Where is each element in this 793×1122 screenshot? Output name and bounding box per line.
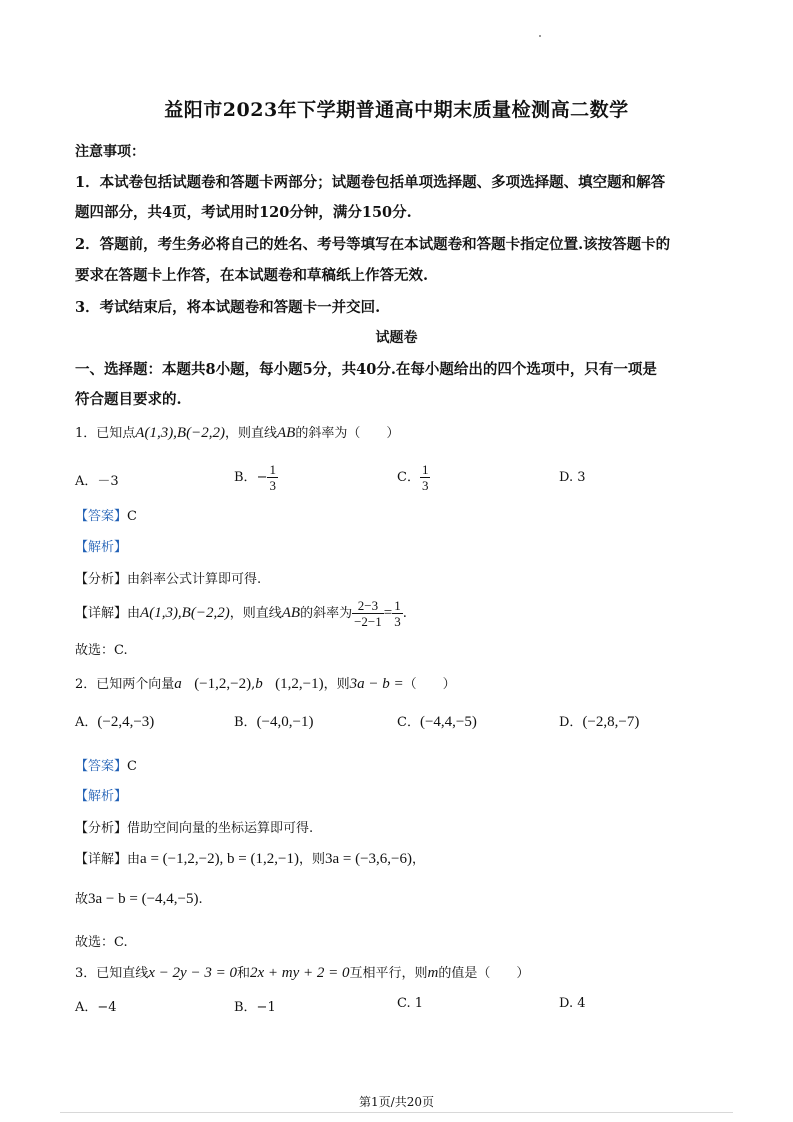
q1-option-d: D. 3	[559, 470, 586, 485]
part-1-instructions-line-1: 一、选择题：本题共8小题，每小题5分，共40分.在每小题给出的四个选项中，只有一项是	[75, 361, 657, 378]
question-3-stem: 3．已知直线x − 2y − 3 = 0和2x + my + 2 = 0互相平行，则m的值是（ ）	[75, 965, 530, 981]
q1-fenxi: 【分析】由斜率公式计算即可得.	[75, 572, 262, 587]
q2-option-b: B．(−4,0,−1)	[234, 714, 314, 730]
notice-item-3: 3．考试结束后，将本试题卷和答题卡一并交回.	[75, 299, 381, 316]
q1-choose: 故选：C.	[75, 643, 128, 658]
q1-option-b-fraction: $\frac{1}{3}$	[269, 462, 276, 493]
part-1-instructions-line-2: 符合题目要求的.	[75, 391, 182, 408]
q1-option-c: C． $\frac{1}{3}$	[397, 462, 429, 493]
notice-item-1-line-1: 1．本试卷包括试题卷和答题卡两部分；试题卷包括单项选择题、多项选择题、填空题和解答	[75, 174, 666, 191]
q1-option-a: A．－3	[75, 474, 119, 489]
q2-conclusion: 故3a − b = (−4,4,−5).	[75, 891, 203, 907]
q1-option-c-fraction: $\frac{1}{3}$	[421, 462, 429, 493]
scan-dot	[539, 35, 541, 37]
notice-item-2-line-1: 2．答题前，考生务必将自己的姓名、考号等填写在本试题卷和答题卡指定位置.该按答题卡的	[75, 236, 671, 253]
q3-option-d: D. 4	[559, 996, 586, 1011]
q2-option-a: A．(−2,4,−3)	[75, 714, 155, 730]
q2-option-d: D．(−2,8,−7)	[559, 714, 640, 730]
q2-choose: 故选：C.	[75, 935, 128, 950]
q3-option-c: C. 1	[397, 996, 424, 1011]
q1-answer: 【答案】C	[75, 509, 137, 524]
q2-analysis-label: 【解析】	[75, 789, 128, 804]
q3-option-a: A．−4	[75, 1000, 117, 1015]
section-title: 试题卷	[375, 330, 418, 346]
q1-option-b: B．− $\frac{1}{3}$	[234, 462, 276, 493]
q2-option-c: C．(−4,4,−5)	[397, 714, 477, 730]
q1-slope-fraction: $\frac{2-3}{-2-1}$	[354, 598, 382, 629]
q1-detail: 【详解】由A(1,3),B(−2,2)，则直线AB的斜率为 $\frac{2-3}{-2-1}$ = $\frac{1}{3}$ .	[75, 598, 407, 629]
notice-heading: 注意事项：	[75, 144, 145, 160]
question-1-stem: 1．已知点A(1,3),B(−2,2)，则直线AB的斜率为（ ）	[75, 425, 400, 441]
q3-option-b: B．−1	[234, 1000, 276, 1015]
question-2-stem: 2．已知两个向量a (−1,2,−2),b (1,2,−1)，则3a − b =（ ）	[75, 676, 456, 692]
q2-detail: 【详解】由a = (−1,2,−2), b = (1,2,−1)，则3a = (−3,6,−6)，	[75, 851, 426, 867]
page-title: 益阳市2023年下学期普通高中期末质量检测高二数学	[164, 99, 629, 121]
q2-answer: 【答案】C	[75, 759, 137, 774]
notice-item-1-line-2: 题四部分，共4页，考试用时120分钟，满分150分.	[75, 204, 412, 221]
q1-result-fraction: $\frac{1}{3}$	[394, 598, 401, 629]
page-footer: 第1页/共20页	[359, 1095, 434, 1109]
q1-line-name: AB	[276, 425, 296, 441]
q2-fenxi: 【分析】借助空间向量的坐标运算即可得.	[75, 821, 314, 836]
notice-item-2-line-2: 要求在答题卡上作答，在本试题卷和草稿纸上作答无效.	[75, 267, 429, 284]
footer-divider	[60, 1112, 733, 1113]
q1-analysis-label: 【解析】	[75, 540, 128, 555]
q1-points: A(1,3),B(−2,2)	[135, 425, 225, 441]
